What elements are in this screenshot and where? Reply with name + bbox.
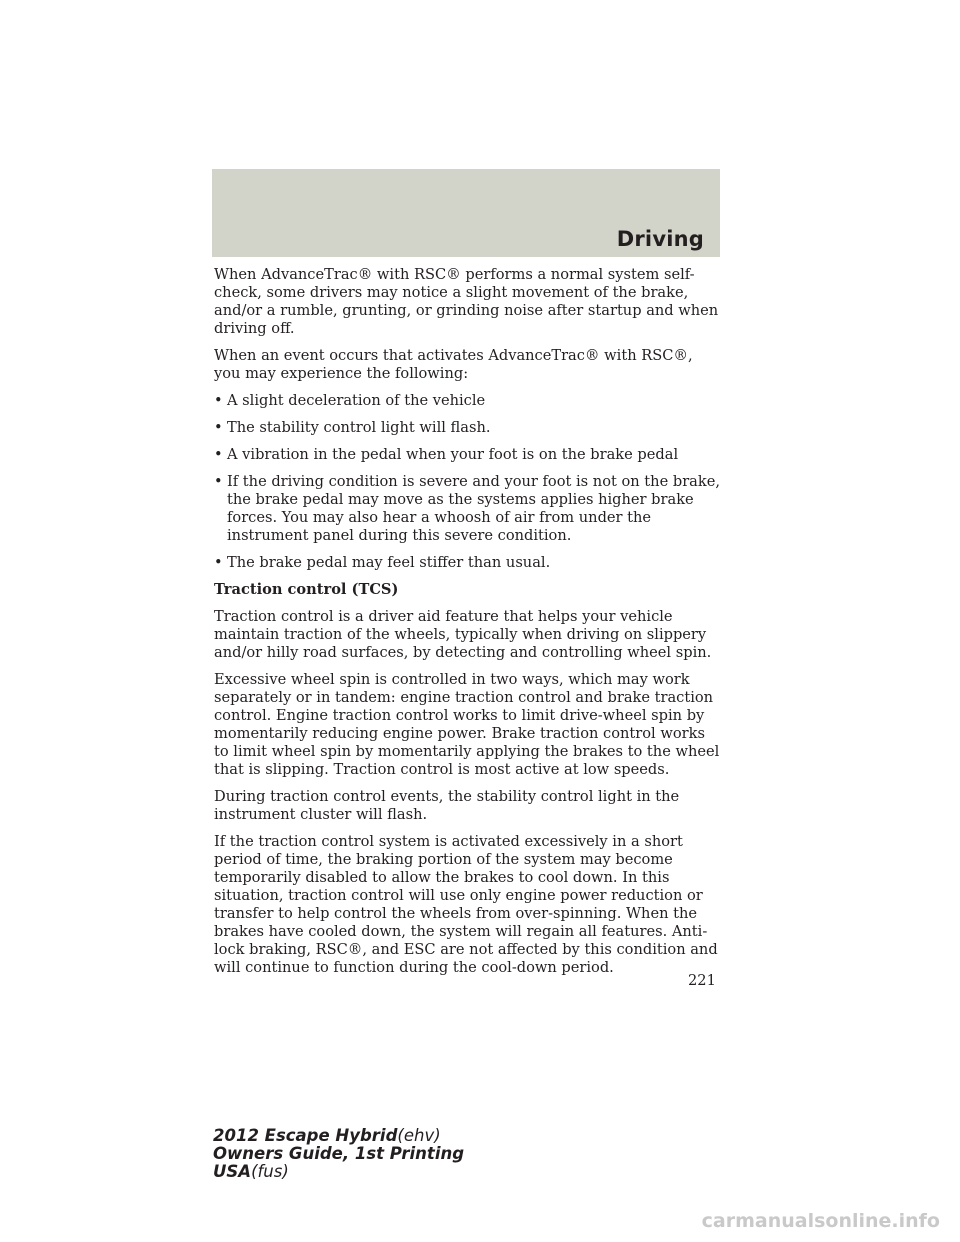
list-item-text: A vibration in the pedal when your foot is on the brake pedal bbox=[227, 446, 679, 463]
page-body bbox=[214, 266, 722, 986]
paragraph-self-check: When AdvanceTrac® with RSC® performs a normal system self-check, some drivers may notice a slight movement of the brake, and/or a rumble, grunting, or grinding noise after startup and when driving off. bbox=[214, 266, 719, 337]
list-item bbox=[214, 392, 722, 410]
footer-line-model bbox=[213, 1127, 464, 1145]
paragraph-tcs-disable: If the traction control system is activated excessively in a short period of time, the braking portion of the system may become temporarily disabled to allow the brakes to cool down. In this situation, traction control will use only engine power reduction or transfer to help control the wheels from over-spinning. When the brakes have cooled down, the system will regain all features. Anti-lock braking, RSC®, and ESC are not affected by this condition and will continue to function during the cool-down period. bbox=[214, 833, 718, 976]
page-number: 221 bbox=[688, 972, 716, 989]
footer-model: 2012 Escape Hybrid bbox=[213, 1126, 398, 1145]
list-item bbox=[214, 554, 722, 572]
list-item bbox=[214, 473, 722, 545]
paragraph-tcs-events: During traction control events, the stability control light in the instrument cluster will flash. bbox=[214, 788, 680, 823]
footer-line-market bbox=[213, 1163, 464, 1181]
section-title: Driving bbox=[616, 227, 704, 251]
bullet-icon: • bbox=[214, 446, 223, 463]
section-header-band bbox=[212, 169, 720, 257]
paragraph-wheel-spin: Excessive wheel spin is controlled in two ways, which may work separately or in tandem: engine traction control and brake traction control. Engine traction control works to limit drive-wheel spin by momentarily reducing engine power. Brake traction control works to limit wheel spin by momentarily applying the brakes to the wheel that is slipping. Traction control is most active at low speeds. bbox=[214, 671, 720, 778]
footer-model-code: (ehv) bbox=[397, 1126, 441, 1145]
footer-market-code: (fus) bbox=[251, 1162, 289, 1181]
footer-market: USA bbox=[213, 1162, 252, 1181]
site-watermark: carmanualsonline.info bbox=[701, 1210, 940, 1232]
effects-list bbox=[214, 392, 722, 572]
bullet-icon: • bbox=[214, 554, 223, 571]
paragraph-event-intro: When an event occurs that activates AdvanceTrac® with RSC®, you may experience the following: bbox=[214, 347, 693, 382]
footer-edition: Owners Guide, 1st Printing bbox=[213, 1144, 465, 1163]
bullet-icon: • bbox=[214, 419, 223, 436]
bullet-icon: • bbox=[214, 392, 223, 409]
list-item-text: The brake pedal may feel stiffer than usual. bbox=[227, 554, 551, 571]
paragraph-tcs-intro: Traction control is a driver aid feature that helps your vehicle maintain traction of the wheels, typically when driving on slippery and/or hilly road surfaces, by detecting and controlling wheel spin. bbox=[214, 608, 712, 661]
list-item-text: A slight deceleration of the vehicle bbox=[227, 392, 486, 409]
list-item bbox=[214, 446, 722, 464]
list-item bbox=[214, 419, 722, 437]
list-item-text: The stability control light will flash. bbox=[227, 419, 491, 436]
list-item-text: If the driving condition is severe and your foot is not on the brake, the brake pedal may move as the systems applies higher brake forces. You may also hear a whoosh of air from under the instrument panel during this severe condition. bbox=[227, 473, 720, 544]
heading-traction-control: Traction control (TCS) bbox=[214, 581, 399, 598]
bullet-icon: • bbox=[214, 473, 223, 490]
footer-imprint bbox=[213, 1127, 464, 1181]
